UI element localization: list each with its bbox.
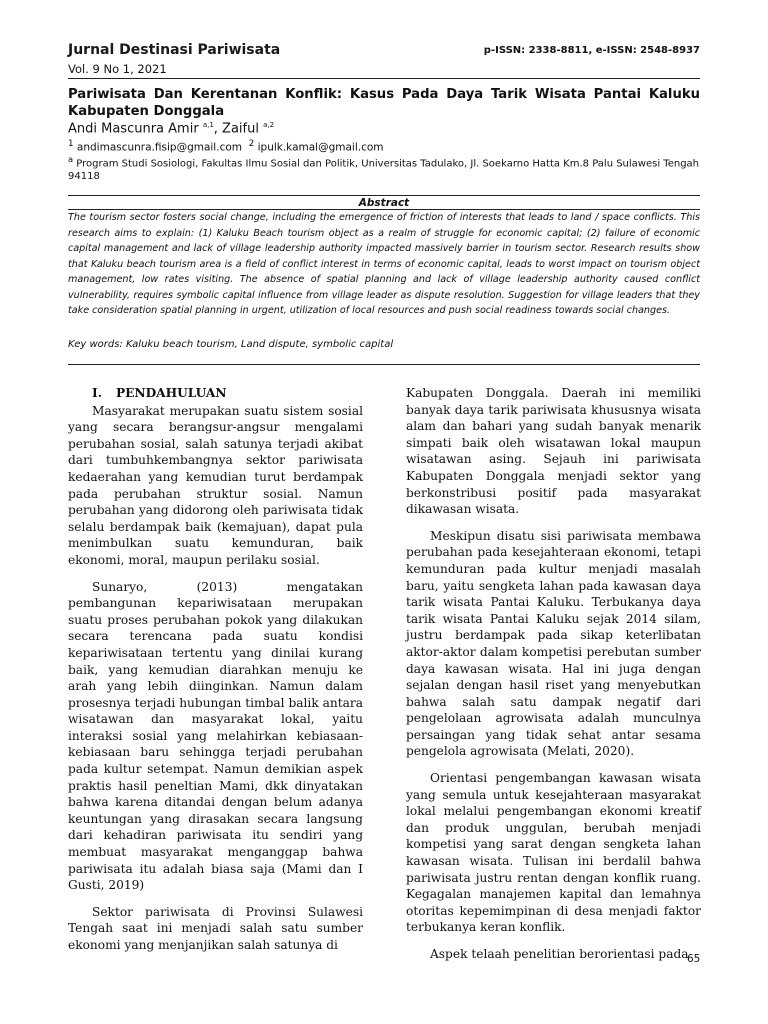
article-title: Pariwisata Dan Kerentanan Konflik: Kasus Pada Daya Tarik Wisata Pantai Kaluku Kabupaten Donggala xyxy=(68,87,700,119)
issn-label: p-ISSN: 2338-8811, e-ISSN: 2548-8937 xyxy=(483,45,700,56)
abstract-top-divider xyxy=(68,195,700,196)
body-paragraph: Orientasi pengembangan kawasan wisata yang semula untuk kesejahteraan masyarakat lokal melalui pengembangan ekonomi kreatif dan produk unggulan, berubah menjadi kompetisi yang sarat dengan sengketa lahan kawasan wisata. Tulisan ini berdalil bahwa pariwisata justru rentan dengan konflik ruang. Kegagalan manajemen kapital dan lemahnya otoritas kepemimpinan di desa menjadi faktor terbukanya keran konflik. xyxy=(406,771,701,935)
abstract-text: The tourism sector fosters social change, including the emergence of friction of interests that leads to land / space conflicts. This research aims to explain: (1) Kaluku Beach tourism object as a realm of struggle for economic capital; (2) failure of economic capital management and lack of village leadership authority impacted massively barrier in tourism sector. Research results show that Kaluku beach tourism area is a field of conflict interest in terms of economic capital, leads to worst impact on tourism object management, low rates visiting. The absence of spatial planning and lack of village leadership authority caused conflict vulnerability, requires symbolic capital influence from village leader as dispute resolution. Suggestion for village leaders that they take consideration spatial planning in urgent, utilization of local resources and push social readiness towards social changes. xyxy=(68,212,700,316)
affiliation-text: Program Studi Sosiologi, Fakultas Ilmu Sosial dan Politik, Universitas Tadulako, Jl. Soekarno Hatta Km.8 Palu Sulawesi Tengah 94118 xyxy=(68,158,700,183)
abstract-heading: Abstract xyxy=(358,197,410,209)
email-superscript: 1 xyxy=(68,139,74,149)
body-paragraph: Aspek telaah penelitian berorientasi pada xyxy=(430,947,689,961)
section-number: I. xyxy=(92,386,102,400)
email-line xyxy=(68,139,384,154)
body-paragraph: Sektor pariwisata di Provinsi Sulawesi Tengah saat ini menjadi salah satu sumber ekonomi yang menjanjikan salah satunya di xyxy=(68,904,363,952)
author-line: Andi Mascunra Amir $^{a,1}$, Zaiful $^{a,2}$ xyxy=(68,121,275,137)
left-column xyxy=(68,385,363,964)
author-name: Andi Mascunra Amir xyxy=(68,121,199,137)
author-superscript: a,1 xyxy=(202,121,214,129)
author-email[interactable]: andimascunra.fisip@gmail.com xyxy=(76,141,242,154)
volume-label: Vol. 9 No 1, 2021 xyxy=(68,62,700,79)
abstract-bottom-divider xyxy=(68,364,700,365)
right-column xyxy=(406,385,701,973)
page-number: 65 xyxy=(687,953,701,965)
affiliation xyxy=(68,153,700,183)
journal-name: Jurnal Destinasi Pariwisata xyxy=(68,42,281,58)
body-paragraph: Meskipun disatu sisi pariwisata membawa perubahan pada kesejahteraan ekonomi, tetapi kemunduran pada kultur menjadi masalah baru, yaitu sengketa lahan pada kawasan daya tarik wisata Pantai Kaluku. Terbukanya daya tarik wisata Pantai Kaluku sejak 2014 silam, justru berdampak pada sikap keterlibatan aktor-aktor dalam kompetisi perebutan sumber daya kawasan wisata. Hal ini juga dengan sejalan dengan hasil riset yang menyebutkan bahwa salah satu dampak negatif dari pengelolaan agrowisata adalah munculnya persaingan yang tidak sehat antar sesama pengelola agrowisata (Melati, 2020). xyxy=(406,528,701,759)
body-paragraph: Masyarakat merupakan suatu sistem sosial yang secara berangsur-angsur mengalami perubahan sosial, salah satunya terjadi akibat dari tumbuhkembangnya sektor pariwisata kedaerahan yang kemudian turut berdampak pada perubahan struktur sosial. Namun perubahan yang didorong oleh pariwisata tidak selalu berdampak baik (kemajuan), dapat pula menimbulkan suatu kemunduran, baik ekonomi, moral, maupun perilaku sosial. xyxy=(68,403,363,567)
body-paragraph: Sunaryo, (2013) mengatakan pembangunan kepariwisataan merupakan suatu proses perubahan pokok yang dilakukan secara terencana pada suatu kondisi kepariwisataan tertentu yang dinilai kurang baik, yang kemudian diarahkan menuju ke arah yang lebih diinginkan. Namun dalam prosesnya terjadi hubungan timbal balik antara wisatawan dan masyarakat lokal, yaitu interaksi sosial yang melahirkan kebiasaan-kebiasaan baru sehingga terjadi perubahan pada kultur setempat. Namun demikian aspek praktis hasil peneltian Mami, dkk dinyatakan bahwa karena ditandai dengan belum adanya keuntungan yang dirasakan secara langsung dari kehadiran pariwisata itu sendiri yang membuat masyarakat menganggap bahwa pariwisata itu adalah biasa saja (Mami dan I Gusti, 2019) xyxy=(68,579,363,893)
journal-header xyxy=(68,42,700,79)
body-paragraph: Kabupaten Donggala. Daerah ini memiliki banyak daya tarik pariwisata khususnya wisata alam dan bahari yang sudah banyak menarik simpati baik oleh wisatawan lokal maupun wisatawan asing. Sejauh ini pariwisata Kabupaten Donggala menjadi sektor yang berkonstribusi positif pada masyarakat dikawasan wisata. xyxy=(406,386,701,517)
keywords: Key words: Kaluku beach tourism, Land dispute, symbolic capital xyxy=(68,339,394,350)
author-email[interactable]: ipulk.kamal@gmail.com xyxy=(257,141,384,154)
affiliation-superscript: a xyxy=(68,154,74,164)
email-superscript: 2 xyxy=(248,139,255,149)
section-heading xyxy=(68,385,363,402)
author-name: Zaiful xyxy=(222,121,259,137)
section-title: PENDAHULUAN xyxy=(116,386,227,400)
author-superscript: a,2 xyxy=(263,121,275,129)
